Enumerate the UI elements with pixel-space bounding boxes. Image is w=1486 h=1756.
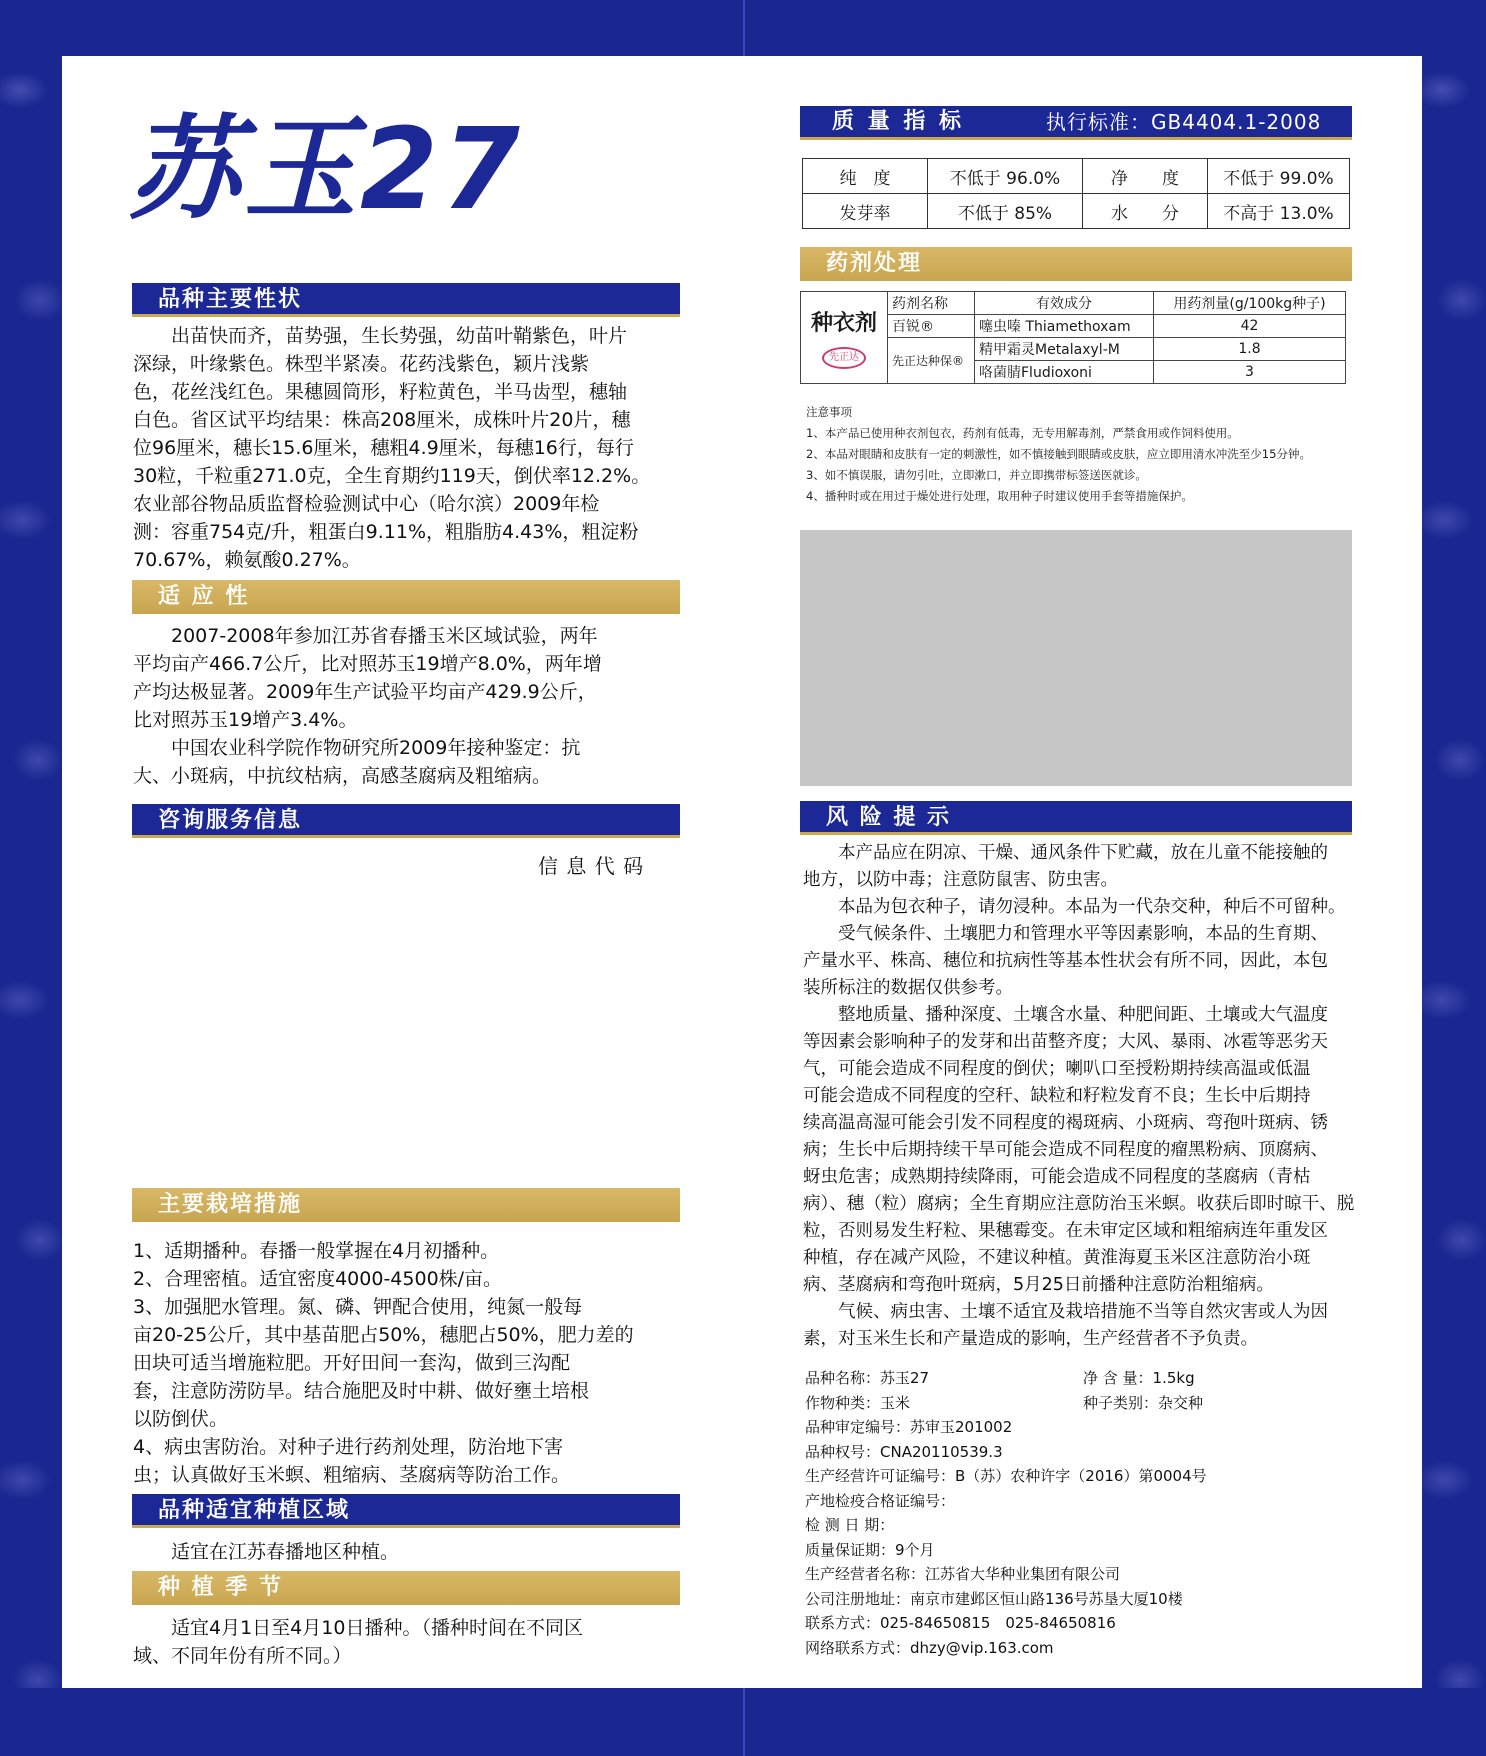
cultivation-line: 亩20-25公斤，其中基苗肥占50%，穗肥占50%，肥力差的 <box>133 1324 634 1346</box>
notes-line: 1、本产品已使用种衣剂包衣，药剂有低毒，无专用解毒剂，严禁食用或作饲料使用。 <box>806 426 1239 440</box>
info-field: 生产经营者名称：江苏省大华种业集团有限公司 <box>805 1565 1121 1583</box>
notes-line: 2、本品对眼睛和皮肤有一定的刺激性，如不慎接触到眼睛或皮肤，应立即用清水冲洗至少15分钟。 <box>806 447 1311 461</box>
table-cell: 不低于 85% <box>928 194 1083 229</box>
table-header-cell: 有效成分 <box>975 292 1154 315</box>
risk-line: 病）、穗（粒）腐病；全生育期应注意防治玉米螟。收获后即时晾干、脱 <box>803 1194 1355 1214</box>
table-cell: 不高于 13.0% <box>1208 194 1350 229</box>
cultivation-line: 4、病虫害防治。对种子进行药剂处理，防治地下害 <box>133 1436 564 1458</box>
info-row <box>805 1464 1365 1489</box>
risk-line: 受气候条件、土壤肥力和管理水平等因素影响，本品的生育期、 <box>838 924 1328 944</box>
syngenta-logo-icon: 先正达 <box>822 347 866 369</box>
table-row <box>803 159 1350 194</box>
risk-line: 种植，存在减产风险，不建议种植。黄淮海夏玉米区注意防治小斑 <box>803 1248 1311 1268</box>
info-field: 质量保证期：9个月 <box>805 1540 935 1559</box>
traits-header: 品种主要性状 <box>132 283 680 317</box>
adaptability-line: 中国农业科学院作物研究所2009年接种鉴定：抗 <box>171 737 581 759</box>
product-title: 苏玉27 <box>128 105 524 235</box>
table-cell: 42 <box>1154 315 1346 338</box>
fold-line-bottom <box>743 1688 745 1756</box>
seed-coating-label: 种衣剂 <box>810 311 877 336</box>
info-field: 生产经营许可证编号：B（苏）农种许字（2016）第0004号 <box>805 1467 1207 1485</box>
risk-line: 产量水平、株高、穗位和抗病性等基本性状会有所不同，因此，本包 <box>803 951 1328 971</box>
adaptability-line: 大、小斑病，中抗纹枯病，高感茎腐病及粗缩病。 <box>133 765 552 787</box>
agent-table <box>800 291 1346 384</box>
traits-line: 深绿，叶缘紫色。株型半紧凑。花药浅紫色，颖片浅紫 <box>133 353 590 375</box>
info-code-label: 信 息 代 码 <box>538 854 645 878</box>
risk-line: 粒，否则易发生籽粒、果穗霉变。在未审定区域和粗缩病连年重发区 <box>803 1221 1328 1241</box>
info-field: 作物种类：玉米 <box>805 1393 911 1412</box>
risk-line: 气候、病虫害、土壤不适宜及栽培措施不当等自然灾害或人为因 <box>838 1302 1328 1322</box>
product-info <box>805 1366 1365 1660</box>
traits-line: 白色。省区试平均结果：株高208厘米，成株叶片20片，穗 <box>133 409 631 431</box>
info-field: 种子类别：杂交种 <box>1083 1393 1204 1412</box>
table-cell: 纯 度 <box>803 159 928 194</box>
risk-line: 病、茎腐病和弯孢叶斑病，5月25日前播种注意防治粗缩病。 <box>803 1275 1274 1295</box>
table-cell: 咯菌腈Fludioxoni <box>975 361 1154 384</box>
cultivation-line: 田块可适当增施粒肥。开好田间一套沟，做到三沟配 <box>133 1352 571 1374</box>
adaptability-line: 产均达极显著。2009年生产试验平均亩产429.9公斤， <box>133 681 597 703</box>
traits-line: 30粒，千粒重271.0克，全生育期约119天，倒伏率12.2%。 <box>133 465 651 487</box>
risk-line: 病；生长中后期持续干旱可能会造成不同程度的瘤黑粉病、顶腐病、 <box>803 1140 1328 1160</box>
info-row <box>805 1513 1365 1538</box>
table-cell: 发芽率 <box>803 194 928 229</box>
traits-line: 色，花丝浅红色。果穗圆筒形，籽粒黄色，半马齿型，穗轴 <box>133 381 628 403</box>
quality-title: 质 量 指 标 <box>832 109 964 134</box>
info-row <box>805 1562 1365 1587</box>
info-field: 品种名称：苏玉27 <box>805 1369 930 1387</box>
traits-line: 70.67%，赖氨酸0.27%。 <box>133 549 361 571</box>
table-cell: 精甲霜灵Metalaxyl-M <box>975 338 1154 361</box>
traits-line: 农业部谷物品质监督检验测试中心（哈尔滨）2009年检 <box>133 493 600 515</box>
info-row <box>805 1538 1365 1563</box>
table-cell: 净 度 <box>1083 159 1208 194</box>
info-row <box>805 1366 1365 1391</box>
quality-header <box>800 106 1352 140</box>
seed-coating-cell <box>801 292 888 384</box>
cultivation-line: 以防倒伏。 <box>133 1408 229 1430</box>
region-header: 品种适宜种植区域 <box>132 1494 680 1528</box>
fold-line-top <box>743 0 745 56</box>
info-row <box>805 1587 1365 1612</box>
info-field: 公司注册地址：南京市建邺区恒山路136号苏垦大厦10楼 <box>805 1589 1183 1608</box>
risk-line: 本品为包衣种子，请勿浸种。本品为一代杂交种，种后不可留种。 <box>838 897 1346 917</box>
info-field: 检 测 日 期： <box>805 1516 895 1534</box>
risk-line: 素，对玉米生长和产量造成的影响，生产经营者不予负责。 <box>803 1329 1258 1349</box>
table-row <box>801 292 1346 315</box>
info-row <box>805 1391 1365 1416</box>
risk-line: 续高温高湿可能会引发不同程度的褐斑病、小斑病、弯孢叶斑病、锈 <box>803 1113 1328 1133</box>
table-cell: 百锐® <box>888 315 975 338</box>
adaptability-line: 平均亩产466.7公斤，比对照苏玉19增产8.0%，两年增 <box>133 653 602 675</box>
table-cell: 不低于 96.0% <box>928 159 1083 194</box>
cultivation-header: 主要栽培措施 <box>132 1188 680 1222</box>
info-field: 品种权号：CNA20110539.3 <box>805 1442 1003 1461</box>
cultivation-line: 2、合理密植。适宜密度4000-4500株/亩。 <box>133 1268 503 1290</box>
adaptability-header: 适 应 性 <box>132 580 680 614</box>
notes-line: 4、播种时或在用过于燥处进行处理，取用种子时建议使用手套等措施保护。 <box>806 489 1193 503</box>
notes-line: 3、如不慎误服，请勿引吐，立即漱口，并立即携带标签送医就诊。 <box>806 468 1147 482</box>
traits-text <box>133 322 683 574</box>
cultivation-line: 虫；认真做好玉米螟、粗缩病、茎腐病等防治工作。 <box>133 1464 571 1486</box>
info-field: 净 含 量：1.5kg <box>1083 1369 1195 1387</box>
info-row <box>805 1415 1365 1440</box>
notes-block <box>806 402 1366 507</box>
table-header-cell: 药剂名称 <box>888 292 975 315</box>
table-cell: 不低于 99.0% <box>1208 159 1350 194</box>
season-header: 种 植 季 节 <box>132 1571 680 1605</box>
info-field: 品种审定编号：苏审玉201002 <box>805 1418 1013 1436</box>
info-field: 网络联系方式：dhzy@vip.163.com <box>805 1638 1054 1657</box>
info-row <box>805 1611 1365 1636</box>
risk-line: 本产品应在阴凉、干燥、通风条件下贮藏，放在儿童不能接触的 <box>838 843 1328 863</box>
cultivation-text <box>133 1237 683 1489</box>
traits-line: 测：容重754克/升，粗蛋白9.11%，粗脂肪4.43%，粗淀粉 <box>133 521 639 543</box>
risk-line: 蚜虫危害；成熟期持续降雨，可能会造成不同程度的茎腐病（青枯 <box>803 1167 1311 1187</box>
cultivation-line: 1、适期播种。春播一般掌握在4月初播种。 <box>133 1240 500 1262</box>
cultivation-line: 套，注意防涝防旱。结合施肥及时中耕、做好壅土培根 <box>133 1380 590 1402</box>
region-text: 适宜在江苏春播地区种植。 <box>171 1541 400 1563</box>
table-cell: 水 分 <box>1083 194 1208 229</box>
cultivation-line: 3、加强肥水管理。氮、磷、钾配合使用，纯氮一般每 <box>133 1296 583 1318</box>
traits-line: 位96厘米，穗长15.6厘米，穗粗4.9厘米，每穗16行，每行 <box>133 437 634 459</box>
season-line: 适宜4月1日至4月10日播种。（播种时间在不同区 <box>171 1617 583 1639</box>
info-field: 联系方式：025-84650815 025-84650816 <box>805 1614 1116 1632</box>
table-cell: 3 <box>1154 361 1346 384</box>
risk-line: 可能会造成不同程度的空秆、缺粒和籽粒发育不良；生长中后期持 <box>803 1086 1311 1106</box>
consult-header: 咨询服务信息 <box>132 804 680 838</box>
season-line: 域、不同年份有所不同。） <box>133 1645 352 1667</box>
brand-name-cell: 先正达种保® <box>888 338 975 384</box>
adaptability-line: 比对照苏玉19增产3.4%。 <box>133 709 358 731</box>
table-row <box>803 194 1350 229</box>
quality-table <box>802 158 1350 229</box>
season-text <box>133 1614 683 1670</box>
risk-line: 气，可能会造成不同程度的倒伏；喇叭口至授粉期持续高温或低温 <box>803 1059 1311 1079</box>
left-border-pattern <box>0 0 62 1756</box>
risk-line: 等因素会影响种子的发芽和出苗整齐度；大风、暴雨、冰雹等恶劣天 <box>803 1032 1328 1052</box>
risk-line: 装所标注的数据仅供参考。 <box>803 978 1013 998</box>
risk-line: 地方，以防中毒；注意防鼠害、防虫害。 <box>803 870 1118 890</box>
risk-line: 整地质量、播种深度、土壤含水量、种肥间距、土壤或大气温度 <box>838 1005 1328 1025</box>
info-row <box>805 1440 1365 1465</box>
traits-line: 出苗快而齐，苗势强，生长势强，幼苗叶鞘紫色，叶片 <box>171 325 628 347</box>
quality-standard: 执行标准：GB4404.1-2008 <box>1046 110 1322 134</box>
table-header-cell: 用药剂量(g/100kg种子) <box>1154 292 1346 315</box>
adaptability-line: 2007-2008年参加江苏省春播玉米区域试验，两年 <box>171 625 598 647</box>
info-row <box>805 1636 1365 1661</box>
agent-header: 药剂处理 <box>800 247 1352 281</box>
table-cell: 1.8 <box>1154 338 1346 361</box>
notes-title: 注意事项 <box>806 405 852 419</box>
info-field: 产地检疫合格证编号： <box>805 1491 956 1510</box>
risk-header: 风 险 提 示 <box>800 801 1352 835</box>
table-cell: 噻虫嗪 Thiamethoxam <box>975 315 1154 338</box>
info-row <box>805 1489 1365 1514</box>
adaptability-text <box>133 622 683 790</box>
right-border-pattern <box>1422 0 1486 1756</box>
risk-text <box>803 840 1363 1353</box>
image-placeholder <box>800 530 1352 786</box>
